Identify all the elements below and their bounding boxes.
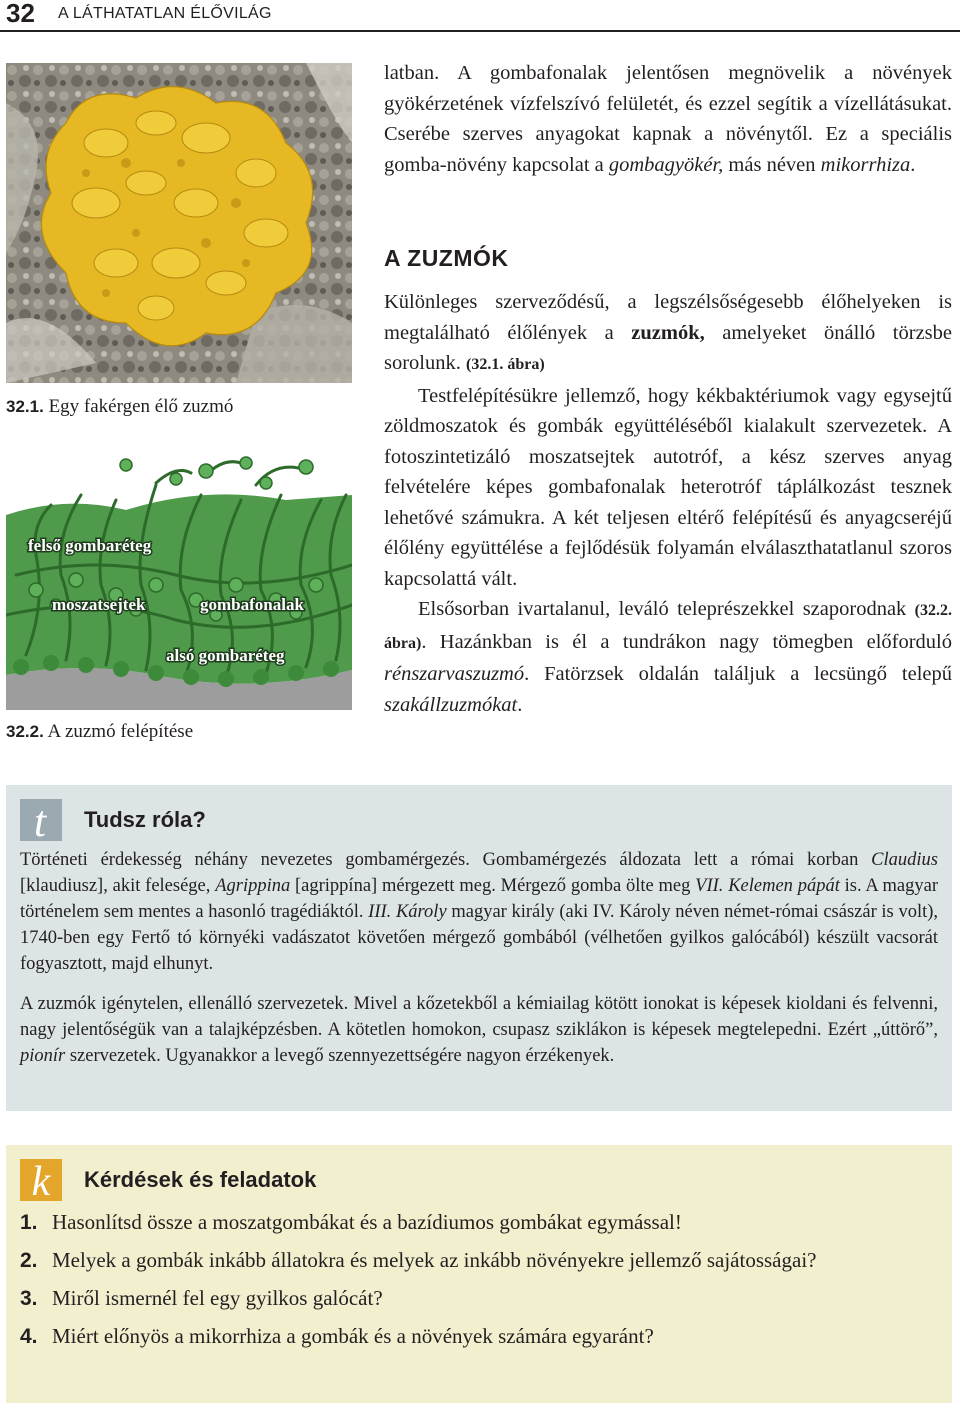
figure-reference: (32.2. ábra): [384, 602, 952, 652]
figure-number: 32.1.: [6, 397, 44, 416]
figure-caption-32-1: [6, 396, 233, 418]
paragraph: Elsősorban ivartalanul, leváló teleprészekkel szaporodnak (32.2. ábra). Hazánkban is él a tundrákon nagy tömegben előforduló rénszarvaszuzmó. Fatörzsek oldalán találjuk a lecsüngő telepű szakállzuzmókat.: [384, 598, 952, 716]
lichen-on-bark-photo: [6, 63, 352, 383]
question-text: Hasonlítsd össze a moszatgombákat és a bazídiumos gombákat egymással!: [52, 1210, 682, 1234]
figure-caption-32-2: [6, 721, 193, 743]
box-title: Tudsz róla?: [84, 807, 206, 832]
header-rule: [0, 30, 960, 32]
list-item: [20, 1245, 938, 1276]
page-header: [0, 0, 960, 34]
list-item: [20, 1207, 938, 1238]
list-item: [20, 1321, 938, 1352]
figure-caption-text: Egy fakérgen élő zuzmó: [48, 396, 234, 417]
paragraph: Különleges szerveződésű, a legszélsőségesebb élőhelyeken is megtalálható élőlények a zuzmók, amelyeket önálló törzsbe sorolunk. (32.1. ábra): [384, 291, 952, 374]
page-number: 32: [6, 0, 35, 28]
box-paragraph: A zuzmók igénytelen, ellenálló szervezetek. Mivel a kőzetekből a kémiailag kötött ionokat is képesek kioldani és felvenni, nagy jelentőségük van a talajképzésben. A kötetlen homokon, csupasz sziklákon is képesek megtelepedni. Ezért „úttörő”, pionír szervezetek. Ugyanakkor a levegő szennyezettségére nagyon érzékenyek.: [20, 994, 938, 1066]
question-number: 4.: [20, 1325, 38, 1348]
question-number: 3.: [20, 1287, 38, 1310]
label-upper-layer: felső gombaréteg: [28, 536, 152, 555]
paragraph: Testfelépítésükre jellemző, hogy kékbaktériumok vagy egysejtű zöldmoszatok és gombák együttéléséből kialakult szervezetek. A fotoszintetizáló moszatsejtek autotróf, a kész szerves anyag felvételére képes gombafonalak heterotróf táplálkozást tesznek lehetővé számukra. A két teljesen eltérő felépítésű és anyagcseréjű élőlény együttélése a fejlődésük folyamán elválaszthatatlanul szoros kapcsolattá vált.: [384, 384, 952, 590]
svg-text:k: k: [31, 1159, 51, 1201]
kerdesek-box: [6, 1145, 952, 1403]
intro-paragraph: latban. A gombafonalak jelentősen megnövelik a növények gyökérzetének vízfelszívó felületét, és ezzel segítik a vízellátásukat. Cserébe szerves anyagokat kapnak a növénytől. Ez a speciális gomba-növény kapcsolat a gombagyökér, más néven mikorrhiza.: [384, 62, 952, 176]
t-letter-icon: [20, 799, 62, 841]
section-title: A ZUZMÓK: [384, 245, 509, 271]
list-item: [20, 1283, 938, 1314]
lichen-structure-diagram: [6, 455, 352, 710]
label-lower-layer: alsó gombaréteg: [166, 646, 285, 665]
label-hyphae: gombafonalak: [200, 595, 304, 614]
label-algae-cells: moszatsejtek: [52, 595, 146, 614]
figure-caption-text: A zuzmó felépítése: [47, 721, 194, 742]
box-paragraph: Történeti érdekesség néhány nevezetes gombamérgezés. Gombamérgezés áldozata lett a római korban Claudius [klaudiusz], akit felesége, Agrippina [agrippína] mérgezett meg. Mérgező gomba ölte meg VII. Kelemen pápát is. A magyar történelem sem mentes a hasonló tragédiáktól. III. Károly magyar király (aki IV. Károly néven német-római császár is volt), 1740-ben egy Fertő tó környéki vadászatot követően mérgező gombából (vélhetően gyilkos galócából) készült vacsorát fogyasztott, majd elhunyt.: [20, 850, 939, 974]
section-body: [384, 287, 952, 720]
running-title: A LÁTHATATLAN ÉLŐVILÁG: [58, 5, 272, 22]
question-text: Melyek a gombák inkább állatokra és melyek az inkább növényekre jellemző sajátosságai?: [52, 1248, 817, 1272]
box-title: Kérdések és feladatok: [84, 1167, 317, 1192]
question-text: Miért előnyös a mikorrhiza a gombák és a növények számára egyaránt?: [52, 1324, 654, 1348]
figure-reference: (32.1. ábra): [466, 356, 545, 373]
k-letter-icon: [20, 1159, 62, 1201]
svg-text:t: t: [33, 799, 47, 841]
question-text: Miről ismernél fel egy gyilkos galócát?: [52, 1286, 383, 1310]
tudsz-rola-box: [6, 785, 952, 1111]
question-list: [20, 1207, 938, 1359]
question-number: 2.: [20, 1249, 38, 1272]
question-number: 1.: [20, 1211, 38, 1234]
figure-number: 32.2.: [6, 722, 44, 741]
